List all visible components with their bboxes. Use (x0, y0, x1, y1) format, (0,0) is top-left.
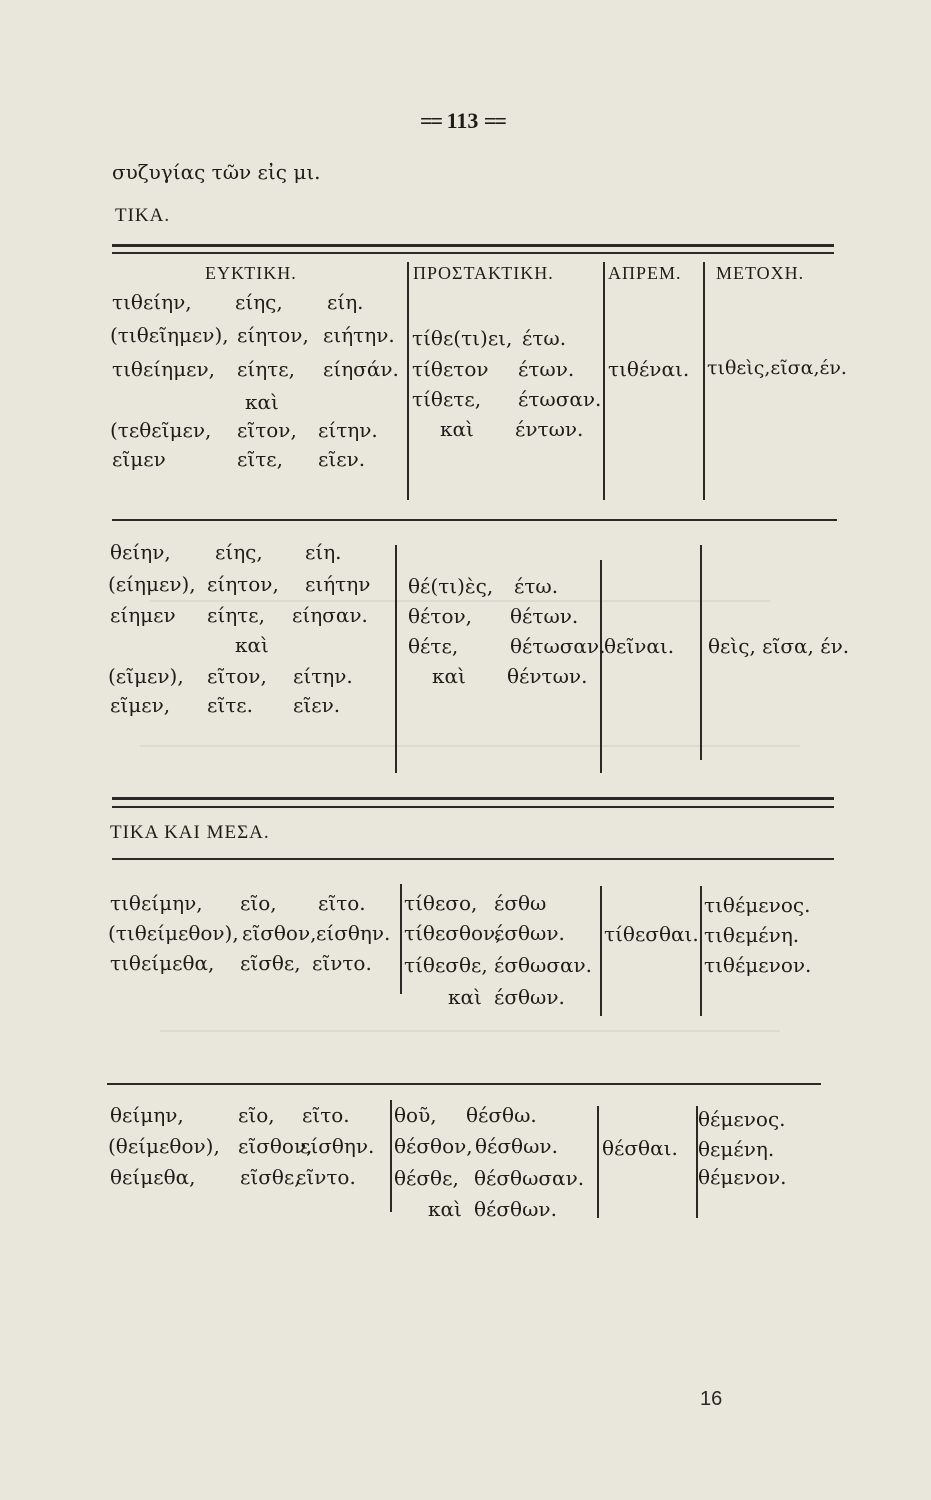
header-infinitive: ΑΠΡΕΜ. (608, 263, 682, 283)
page-number-value: 113 (446, 108, 479, 133)
form: θεμένη. (698, 1137, 775, 1161)
page-number: == 113 == (420, 108, 505, 133)
form: θέτε, (408, 634, 459, 658)
bleed-through (150, 600, 770, 602)
form: θέτων. (510, 604, 579, 628)
conjunction: καὶ (428, 1197, 462, 1221)
form: εῖσθε, (240, 1165, 301, 1189)
form: ειήτην. (323, 323, 395, 347)
header-participle: ΜΕΤΟΧΗ. (716, 263, 805, 283)
form: θείμεθα, (110, 1165, 196, 1189)
form: τίθετον (412, 357, 489, 381)
conjunction: καὶ (245, 390, 279, 414)
form: είσθην. (300, 1134, 375, 1158)
intro-text: συζυγίας τῶν εἰς μι. (112, 160, 321, 184)
form: εῖτε, (237, 447, 283, 471)
column-divider (390, 1100, 392, 1212)
form: τιθέμενον. (704, 953, 812, 977)
form: είης, (215, 540, 263, 564)
column-divider (700, 886, 702, 1016)
column-divider (597, 1106, 599, 1218)
conjunction: καὶ (440, 417, 474, 441)
form: τιθεμένη. (704, 923, 800, 947)
form: θέντων. (507, 664, 588, 688)
table-top-rule (112, 858, 834, 860)
form: έσθω (494, 891, 547, 915)
form: εῖεν. (318, 447, 366, 471)
signature-mark: 16 (700, 1388, 723, 1410)
form: έσθων. (494, 985, 565, 1009)
form: είσθην. (316, 921, 391, 945)
form: έσθωσαν. (494, 953, 593, 977)
form: τιθείμεθα, (110, 951, 215, 975)
block-divider-rule (107, 1083, 821, 1085)
form: είη. (305, 540, 342, 564)
form: θέτωσαν. (510, 634, 606, 658)
column-divider (407, 262, 409, 500)
form: θέσθων. (475, 1134, 558, 1158)
form: εῖντο. (312, 951, 372, 975)
column-divider (395, 545, 397, 773)
bleed-through (160, 1030, 780, 1032)
column-divider (400, 884, 402, 994)
header-imperative: ΠΡΟΣΤΑΚΤΙΚΗ. (413, 263, 554, 283)
form: τίθεσθε, (404, 953, 488, 977)
form: εῖτο. (302, 1103, 350, 1127)
form: εῖντο. (296, 1165, 356, 1189)
form: εῖσθε, (240, 951, 301, 975)
form: είης, (235, 290, 283, 314)
form: εῖεν. (293, 693, 341, 717)
form: (θείμεθον), (108, 1134, 220, 1158)
form: θοῦ, (394, 1103, 437, 1127)
form: θέ(τι)ὲς, (408, 574, 494, 598)
form: θέσθω. (466, 1103, 537, 1127)
form: (εῖμεν), (108, 664, 184, 688)
form: θέσθωσαν. (474, 1166, 585, 1190)
form: τίθεσθον, (404, 921, 502, 945)
form: θεῖναι. (604, 634, 675, 658)
form: θέμενον. (698, 1165, 787, 1189)
form: τίθετε, (412, 387, 482, 411)
form: θέμενος. (698, 1107, 786, 1131)
form: τίθεσθαι. (604, 922, 699, 946)
form: τιθεὶς,εῖσα,έν. (707, 357, 847, 379)
form: τιθείην, (112, 290, 192, 314)
conjunction: καὶ (432, 664, 466, 688)
form: τίθε(τι)ει, (412, 326, 513, 350)
form: είτην. (293, 664, 353, 688)
form: είητε, (237, 357, 295, 381)
form: εῖτο. (318, 891, 366, 915)
form: είησάν. (323, 357, 399, 381)
form: εῖτον, (237, 418, 297, 442)
form: τίθεσο, (404, 891, 478, 915)
conjunction: καὶ (235, 633, 269, 657)
block-divider-rule (112, 519, 837, 521)
section-title: ΤΙΚΑ ΚΑΙ ΜΕΣΑ. (110, 822, 270, 843)
form: (είημεν), (108, 572, 196, 596)
form: είημεν (110, 603, 176, 627)
form: εῖσθον, (242, 921, 317, 945)
form: θέσθαι. (602, 1136, 678, 1160)
form: θέσθε, (394, 1166, 459, 1190)
header-optative: ΕΥΚΤΙΚΗ. (205, 263, 297, 283)
form: είτην. (318, 418, 378, 442)
form: θέσθον, (394, 1134, 473, 1158)
column-divider (700, 545, 702, 760)
form: εῖσθον, (238, 1134, 313, 1158)
form: εῖτον, (207, 664, 267, 688)
form: έντων. (515, 417, 584, 441)
form: είητον, (237, 323, 309, 347)
form: (τεθεῖμεν, (110, 418, 212, 442)
table-top-rule (112, 244, 834, 247)
form: ειήτην (305, 572, 371, 596)
form: θείην, (110, 540, 171, 564)
form: τιθέμενος. (704, 893, 811, 917)
column-divider (600, 560, 602, 773)
form: εῖο, (238, 1103, 275, 1127)
form: είησαν. (292, 603, 368, 627)
form: εῖο, (240, 891, 277, 915)
form: είητον, (207, 572, 279, 596)
column-divider (600, 886, 602, 1016)
form: τιθέναι. (608, 357, 690, 381)
section-rule (112, 797, 834, 800)
form: θέτον, (408, 604, 473, 628)
conjunction: καὶ (448, 985, 482, 1009)
section-rule-2 (112, 806, 834, 808)
form: εῖμεν (112, 447, 166, 471)
form: είητε, (207, 603, 265, 627)
form: εῖμεν, (110, 693, 171, 717)
form: έσθων. (494, 921, 565, 945)
form: θεὶς, εῖσα, έν. (708, 634, 850, 658)
form: εῖτε. (207, 693, 253, 717)
form: θείμην, (110, 1103, 184, 1127)
form: (τιθεῖημεν), (110, 323, 229, 347)
form: έτωσαν. (518, 387, 602, 411)
form: έτω. (514, 574, 559, 598)
table-top-rule-2 (112, 252, 834, 254)
form: τιθείμην, (110, 891, 203, 915)
form: είη. (327, 290, 364, 314)
column-divider (603, 262, 605, 500)
form: θέσθων. (474, 1197, 557, 1221)
column-divider (703, 262, 705, 500)
form: τιθείημεν, (112, 357, 216, 381)
form: έτων. (518, 357, 575, 381)
form: έτω. (522, 326, 567, 350)
form: (τιθείμεθον), (108, 921, 239, 945)
section-title: ΤΙΚΑ. (115, 205, 171, 226)
